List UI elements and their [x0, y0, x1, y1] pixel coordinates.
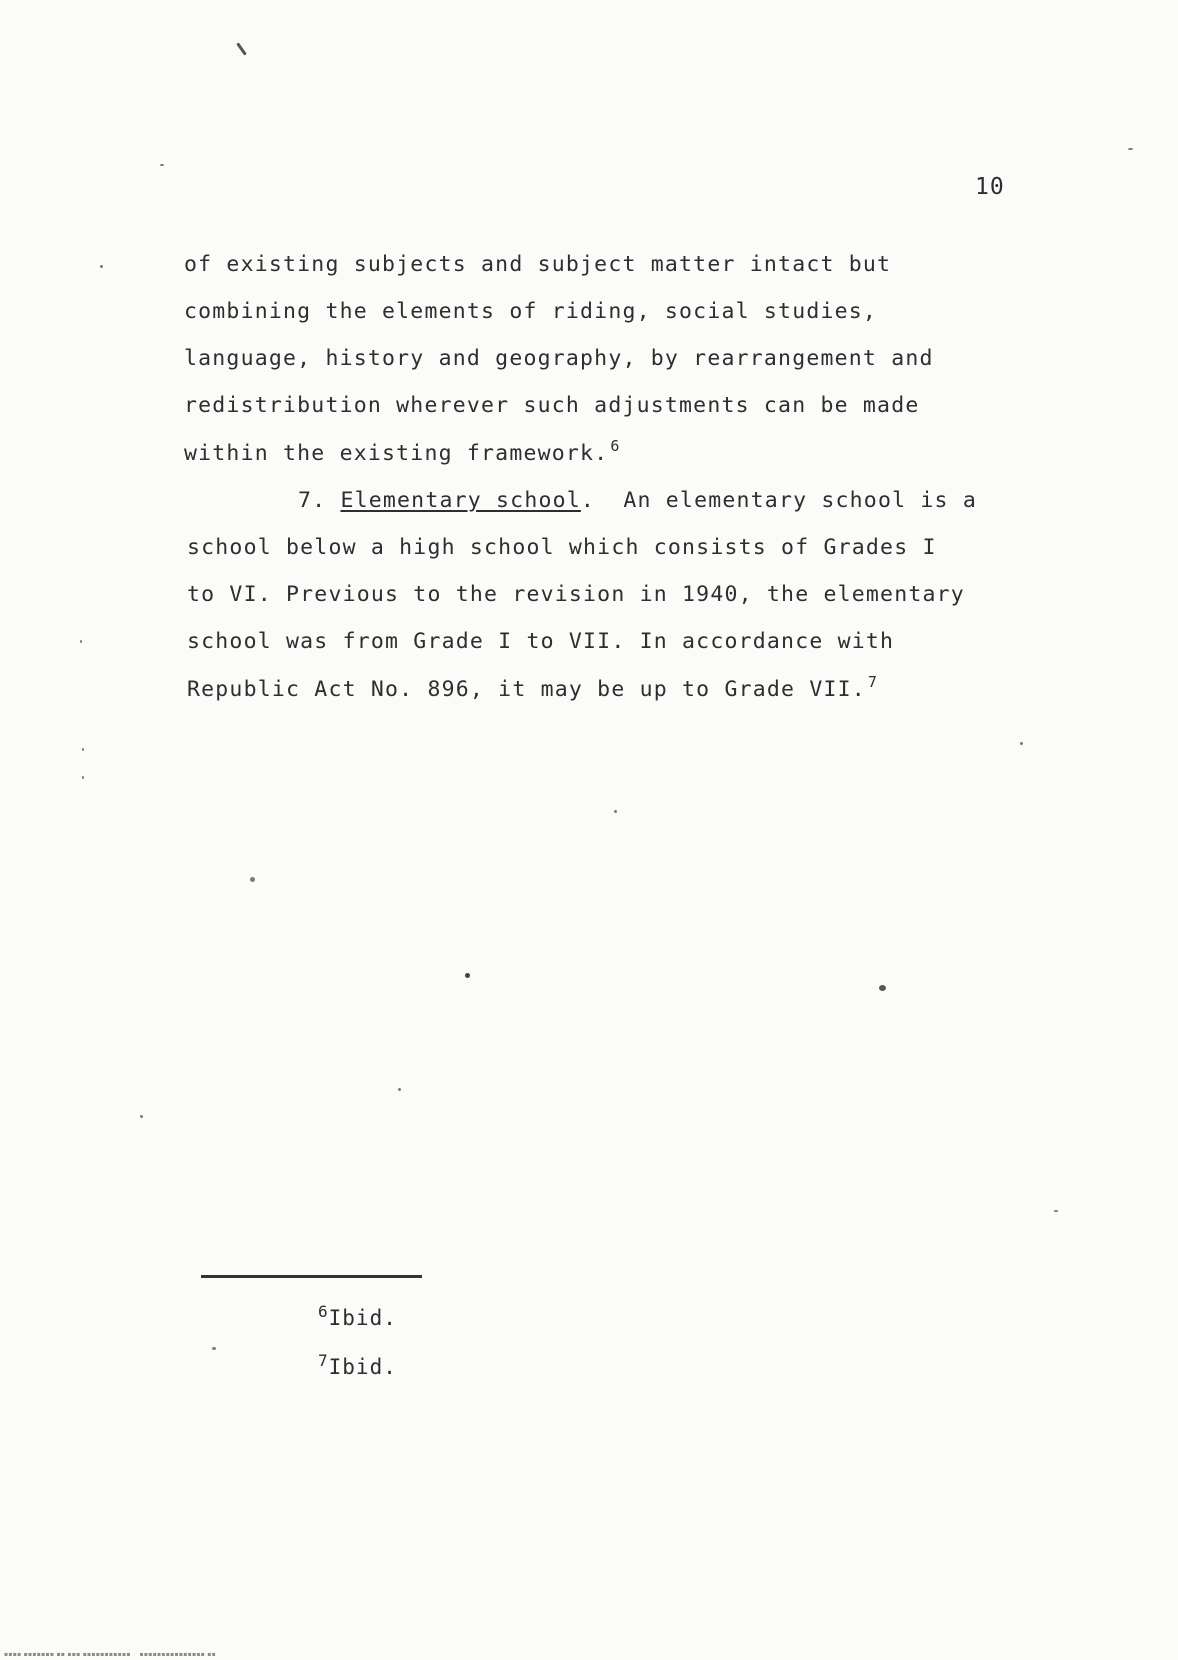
paragraph2-last-line: Republic Act No. 896, it may be up to Grade VII. — [187, 677, 866, 702]
footnote-7-marker: 7 — [318, 1351, 329, 1370]
paragraph2-line-4: school was from Grade I to VII. In accordance with — [187, 629, 895, 654]
paragraph1-last-line: within the existing framework. — [184, 441, 609, 466]
scan-speck — [398, 1088, 401, 1091]
footnote-6-text: Ibid. — [328, 1306, 397, 1330]
scan-speck — [614, 810, 617, 813]
scan-speck — [1128, 148, 1133, 150]
paragraph2-number: 7. — [298, 488, 327, 513]
scan-speck — [100, 265, 103, 268]
paragraph1-line-3: language, history and geography, by rearrangement and — [184, 346, 934, 371]
footnote-6-marker: 6 — [318, 1302, 329, 1321]
footnote-7 — [318, 1351, 397, 1379]
paragraph2-line-1-rest: An elementary school is a — [623, 488, 977, 513]
paragraph2-heading: Elementary school — [340, 488, 581, 513]
scan-speck — [82, 776, 84, 779]
scan-speck — [140, 1115, 143, 1118]
paragraph1-line-5 — [184, 437, 621, 466]
paragraph2-line-3: to VI. Previous to the revision in 1940, the elementary — [187, 582, 965, 607]
footnote-ref-7: 7 — [867, 673, 879, 691]
paragraph2-line-2: school below a high school which consists of Grades I — [187, 535, 937, 560]
scan-footer-mark: ▪▪▪▪ ▪▪▪▪▪▪▪ ▪▪ ▪▪▪ ▪▪▪▪▪▪▪▪▪▪▪ ▪▪▪▪▪▪▪▪▪▪▪▪▪▪▪ ▪▪ — [4, 1651, 216, 1658]
paragraph1-line-2: combining the elements of riding, social studies, — [184, 299, 878, 324]
footnote-rule — [201, 1275, 422, 1278]
footnote-6 — [318, 1302, 397, 1330]
scan-speck — [465, 973, 470, 978]
paragraph2-line-5 — [187, 673, 879, 702]
scan-speck — [879, 985, 886, 991]
paragraph1-line-1: of existing subjects and subject matter intact but — [184, 252, 892, 277]
scan-speck — [160, 164, 164, 166]
scan-mark — [236, 42, 246, 55]
scan-speck — [80, 640, 82, 643]
footnote-ref-6: 6 — [610, 437, 621, 455]
paragraph1-line-4: redistribution wherever such adjustments can be made — [184, 393, 920, 418]
page-number: 10 — [975, 174, 1005, 200]
scan-speck — [1020, 742, 1023, 745]
scan-speck — [250, 877, 255, 882]
paragraph2-heading-end: . — [580, 488, 596, 513]
scan-speck — [1054, 1210, 1058, 1212]
scan-speck — [212, 1347, 216, 1350]
paragraph2-line-1 — [298, 488, 977, 513]
footnote-7-text: Ibid. — [328, 1355, 397, 1379]
scan-speck — [82, 748, 84, 751]
